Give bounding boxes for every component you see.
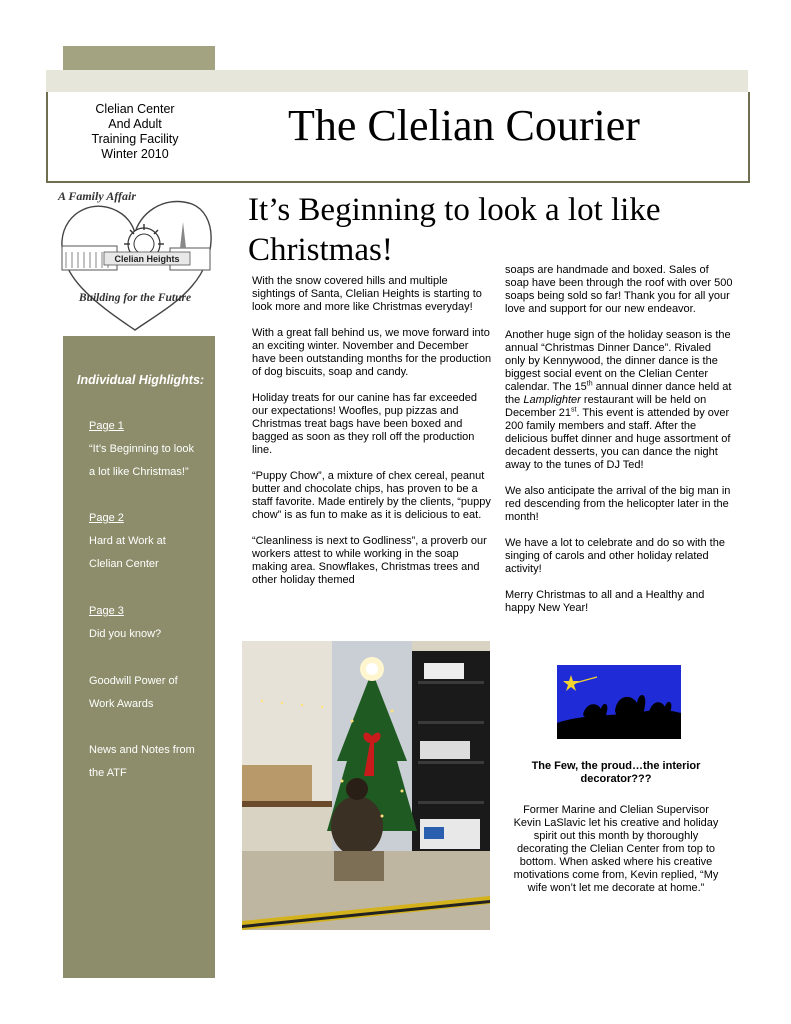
article-paragraph-dinner-dance bbox=[505, 329, 733, 472]
issue-season: Winter 2010 bbox=[101, 147, 169, 161]
text-run: Another huge sign of the holiday season is the annual “Christmas Dinner Dance”. Rivaled only by Kennywood, the dinner dance is the biggest social event on the Clelian Center calendar. The 15 bbox=[505, 329, 731, 393]
christmas-tree-photo bbox=[242, 641, 490, 930]
article-column-2 bbox=[505, 264, 733, 628]
highlight-desc-line: “It’s Beginning to look bbox=[89, 443, 194, 455]
highlight-desc-line: News and Notes from bbox=[89, 744, 195, 756]
highlight-item-page1[interactable] bbox=[89, 415, 211, 484]
article-paragraph: We also anticipate the arrival of the big man in red descending from the helicopter later in the month! bbox=[505, 485, 731, 523]
article-paragraph: With a great fall behind us, we move forward into an exciting winter. November and December have been outstanding months for the production of dog biscuits, soap and candy. bbox=[252, 327, 492, 378]
text-run: restaurant will be held on December 21 bbox=[505, 394, 707, 419]
highlight-desc-line: a lot like Christmas!” bbox=[89, 466, 189, 478]
header-top-bar bbox=[46, 70, 748, 92]
highlight-item-page3[interactable] bbox=[89, 600, 211, 646]
highlight-page-label[interactable]: Page 1 bbox=[89, 420, 124, 432]
org-name-line3: Training Facility bbox=[91, 132, 179, 146]
text-run: annual dinner dance held at the bbox=[505, 381, 732, 406]
highlight-desc-line: Hard at Work at bbox=[89, 535, 166, 547]
ordinal-suffix: st bbox=[571, 406, 577, 414]
article-paragraph: With the snow covered hills and multiple sightings of Santa, Clelian Heights is starting to look more and more like Christmas everyday! bbox=[252, 275, 482, 313]
highlights-sidebar bbox=[63, 336, 215, 978]
org-name-line2: And Adult bbox=[108, 117, 162, 131]
highlight-desc-line: the ATF bbox=[89, 767, 127, 779]
article-paragraph: We have a lot to celebrate and do so with the singing of carols and other holiday related activity! bbox=[505, 537, 725, 575]
org-name-line1: Clelian Center bbox=[95, 102, 175, 116]
article-paragraph: soaps are handmade and boxed. Sales of soap have been through the roof with over 500 soaps being sold so far! Thank you for all your love and support for our new endeavor. bbox=[505, 264, 733, 315]
header-accent-tab bbox=[63, 46, 215, 72]
highlight-page-label[interactable]: Page 3 bbox=[89, 605, 124, 617]
article-headline: It’s Beginning to look a lot like Christmas! bbox=[248, 192, 661, 268]
highlight-item-page2[interactable] bbox=[89, 507, 211, 576]
wise-men-silhouette-image bbox=[557, 665, 681, 739]
logo-bottom-text: Building for the Future bbox=[78, 292, 192, 304]
text-run: . This event is attended by over 200 family members and staff. After the delicious buffet dinner and huge assortment of decadent desserts, you can dance the night away to the tunes of DJ Ted! bbox=[505, 407, 731, 471]
highlight-item-goodwill bbox=[89, 670, 211, 716]
logo-top-text: A Family Affair bbox=[58, 189, 137, 203]
sidebar-story-body: Former Marine and Clelian Supervisor Kevin LaSlavic let his creative and holiday spirit out this month by thoroughly decorating the Clelian Center from top to bottom. When asked where his creative motivations come from, Kevin replied, “My wife won’t let me decorate at home.” bbox=[513, 804, 719, 894]
article-paragraph: Merry Christmas to all and a Healthy and happy New Year! bbox=[505, 589, 705, 614]
highlight-desc-line: Goodwill Power of bbox=[89, 675, 178, 687]
logo-center-text: Clelian Heights bbox=[114, 254, 180, 264]
article-column-1 bbox=[252, 275, 492, 600]
sidebar-story-heading: The Few, the proud…the interior decorator??? bbox=[531, 760, 701, 785]
issue-info bbox=[80, 102, 190, 162]
article-paragraph: Holiday treats for our canine has far exceeded our expectations! Woofles, pup pizzas and Christmas treat bags have been boxed and bagged as soon as they roll off the production line. bbox=[252, 392, 478, 456]
highlight-item-news bbox=[89, 739, 211, 785]
ordinal-suffix: th bbox=[586, 380, 593, 388]
article-paragraph: “Cleanliness is next to Godliness”, a proverb our workers attest to while working in the soap making area. Snowflakes, Christmas trees and other holiday themed bbox=[252, 535, 487, 586]
article-paragraph: “Puppy Chow”, a mixture of chex cereal, peanut butter and chocolate chips, has proven to be a staff favorite. Made entirely by the clients, “puppy chow” is as fun to make as it is delicious to eat. bbox=[252, 470, 491, 521]
highlight-desc-line: Did you know? bbox=[89, 628, 162, 640]
highlight-page-label[interactable]: Page 2 bbox=[89, 512, 124, 524]
newsletter-title: The Clelian Courier bbox=[288, 101, 640, 150]
venue-name: Lamplighter bbox=[523, 394, 581, 406]
highlight-desc-line: Work Awards bbox=[89, 698, 154, 710]
highlights-title: Individual Highlights: bbox=[77, 373, 205, 387]
clelian-heights-logo bbox=[52, 186, 218, 336]
highlight-desc-line: Clelian Center bbox=[89, 558, 159, 570]
